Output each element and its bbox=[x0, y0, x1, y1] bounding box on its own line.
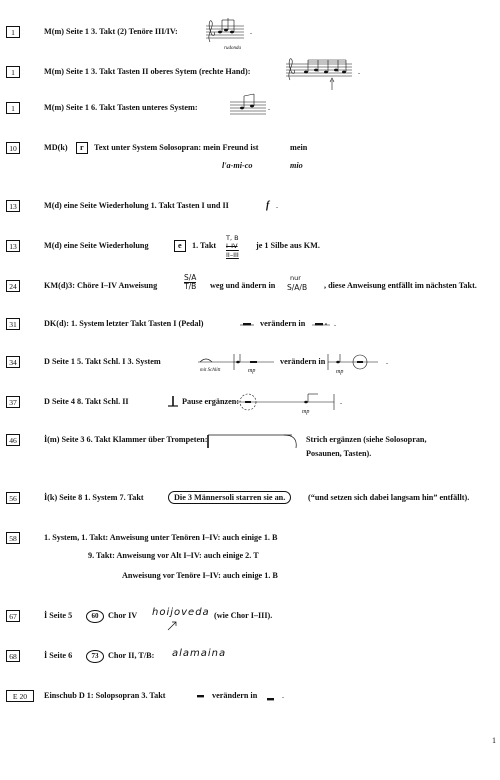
percussion-notation-icon bbox=[326, 352, 380, 374]
circle-wrap bbox=[84, 610, 106, 623]
circled-number: 60 bbox=[86, 610, 104, 623]
rest-symbol-icon bbox=[312, 320, 330, 330]
dynamic-b: mp bbox=[336, 369, 344, 375]
ref-box: 58 bbox=[6, 532, 20, 544]
ref-box: 46 bbox=[6, 434, 20, 446]
line-2: 9. Takt: Anweisung vor Alt I–IV: auch einige 2. T bbox=[88, 551, 259, 560]
entry-tail: . bbox=[276, 201, 279, 210]
circle-wrap bbox=[84, 650, 106, 663]
music-note-text: rudonda bbox=[224, 46, 241, 51]
fraction-top: S/A bbox=[184, 273, 197, 282]
boxed-letter-wrap bbox=[74, 142, 90, 154]
entry-text-b: verändern in bbox=[260, 319, 306, 328]
dynamic-mark: mp bbox=[302, 409, 310, 415]
music-snippet-icon bbox=[228, 94, 271, 122]
pause-symbol-icon bbox=[168, 396, 178, 408]
entry-text-a: İ(m) Seite 3 6. Takt Klammer über Trompeten: bbox=[44, 435, 208, 444]
nur-label: nur bbox=[290, 274, 301, 282]
entry-text-a: D Seite 1 5. Takt Schl. I 3. System bbox=[44, 357, 161, 366]
circled-number: 73 bbox=[86, 650, 104, 663]
boxed-letter: e bbox=[174, 240, 186, 252]
voice-top: T, B bbox=[226, 234, 239, 242]
ref-box: 67 bbox=[6, 610, 20, 622]
handwritten-text: hoijoveda bbox=[152, 607, 210, 618]
entry-tail: . bbox=[282, 691, 285, 700]
dynamic-mark: f bbox=[266, 200, 270, 211]
ref-box: 1 bbox=[6, 26, 20, 38]
entry-text-b: verändern in bbox=[212, 691, 258, 700]
music-snippet-icon bbox=[284, 58, 354, 98]
boxed-letter-wrap bbox=[172, 240, 188, 252]
entry-text-a: İ(k) Seite 8 1. System 7. Takt bbox=[44, 493, 144, 502]
ref-box: 10 bbox=[6, 142, 20, 154]
lyric-b: mio bbox=[290, 161, 303, 170]
handwritten-text: alamaina bbox=[172, 648, 227, 659]
entry-text: M(m) Seite 1 3. Takt Tasten II oberes Sytem (rechte Hand): bbox=[44, 67, 251, 76]
ref-box: 31 bbox=[6, 318, 20, 330]
entry-text-b: (“und setzen sich dabei langsam hin” entfällt). bbox=[308, 493, 470, 502]
lyric-a: l'a-mi-co bbox=[222, 161, 253, 170]
oval-wrap bbox=[168, 491, 291, 504]
entry-text-b: weg und ändern in bbox=[210, 281, 276, 290]
entry-text: M(m) Seite 1 6. Takt Tasten unteres System: bbox=[44, 103, 198, 112]
entry-text: M(m) Seite 1 3. Takt (2) Tenöre III/IV: bbox=[44, 27, 178, 36]
entry-tail: . bbox=[358, 67, 361, 76]
entry-text-b: verändern in bbox=[280, 357, 326, 366]
entry-text-a: Einschub D 1: Solopsopran 3. Takt bbox=[44, 691, 166, 700]
ref-box: 68 bbox=[6, 650, 20, 662]
entry-tail: . bbox=[268, 103, 271, 112]
fraction-bottom: T/B bbox=[184, 282, 197, 291]
entry-text-c: mein bbox=[290, 143, 308, 152]
entry-text-b: 1. Takt bbox=[192, 241, 217, 250]
entry-text-a: KM(d)3: Chöre I–IV Anweisung bbox=[44, 281, 158, 290]
ref-box: E 20 bbox=[6, 690, 34, 702]
bracket-line-icon bbox=[206, 434, 298, 456]
entry-text-b: Text unter System Solosopran: mein Freund ist bbox=[94, 143, 259, 152]
entry-text-a: İ Seite 6 bbox=[44, 651, 73, 660]
fraction-2: S/A/B bbox=[287, 283, 308, 292]
ref-box: 13 bbox=[6, 240, 20, 252]
page-number: 1 bbox=[492, 736, 496, 745]
ref-box: 24 bbox=[6, 280, 20, 292]
entry-text-c: (wie Chor I–III). bbox=[214, 611, 273, 620]
oval-annotation: Die 3 Männersoli starren sie an. bbox=[168, 491, 291, 504]
entry-text-a: M(d) eine Seite Wiederholung bbox=[44, 241, 149, 250]
ref-box: 37 bbox=[6, 396, 20, 408]
ref-box: 13 bbox=[6, 200, 20, 212]
entry-tail: . bbox=[250, 27, 253, 36]
entry-text-c: Posaunen, Tasten). bbox=[306, 449, 372, 458]
rest-symbol-icon bbox=[196, 692, 206, 702]
sub-label: mit Schlitt bbox=[200, 368, 221, 373]
voice-mid: I–IV bbox=[226, 242, 238, 250]
entry-text-b: Chor IV bbox=[108, 611, 138, 620]
entry-tail: . bbox=[340, 397, 343, 406]
entry-text-a: MD(k) bbox=[44, 143, 68, 152]
boxed-letter: r bbox=[76, 142, 88, 154]
entry-text-b: Pause ergänzen: bbox=[182, 397, 240, 406]
entry-text-a: İ Seite 5 bbox=[44, 611, 73, 620]
fraction bbox=[182, 274, 198, 291]
entry-text: M(d) eine Seite Wiederholung 1. Takt Tasten I und II bbox=[44, 201, 229, 210]
accent-mark-icon bbox=[166, 620, 180, 632]
entry-text-a: DK(d): 1. System letzter Takt Tasten I (Pedal) bbox=[44, 319, 204, 328]
rest-symbol-icon bbox=[266, 692, 276, 704]
ref-box: 1 bbox=[6, 102, 20, 114]
entry-text-a: D Seite 4 8. Takt Schl. II bbox=[44, 397, 129, 406]
percussion-notation-icon bbox=[236, 392, 336, 414]
entry-text-c: je 1 Silbe aus KM. bbox=[256, 241, 320, 250]
dynamic-a: mp bbox=[248, 368, 256, 374]
rest-symbol-icon bbox=[240, 320, 254, 330]
entry-text-b: Chor II, T/B: bbox=[108, 651, 155, 660]
entry-tail: . bbox=[334, 319, 337, 328]
entry-text-b: Strich ergänzen (siehe Solosopran, bbox=[306, 435, 427, 444]
entry-text-c: , diese Anweisung entfällt im nächsten Takt. bbox=[324, 281, 477, 290]
ref-box: 56 bbox=[6, 492, 20, 504]
line-3: Anweisung vor Tenöre I–IV: auch einige 1. B bbox=[122, 571, 278, 580]
line-1: 1. System, 1. Takt: Anweisung unter Tenören I–IV: auch einige 1. B bbox=[44, 533, 278, 542]
entry-tail: . bbox=[386, 357, 389, 366]
ref-box: 1 bbox=[6, 66, 20, 78]
voice-bot: II–III bbox=[226, 251, 239, 259]
ref-box: 34 bbox=[6, 356, 20, 368]
